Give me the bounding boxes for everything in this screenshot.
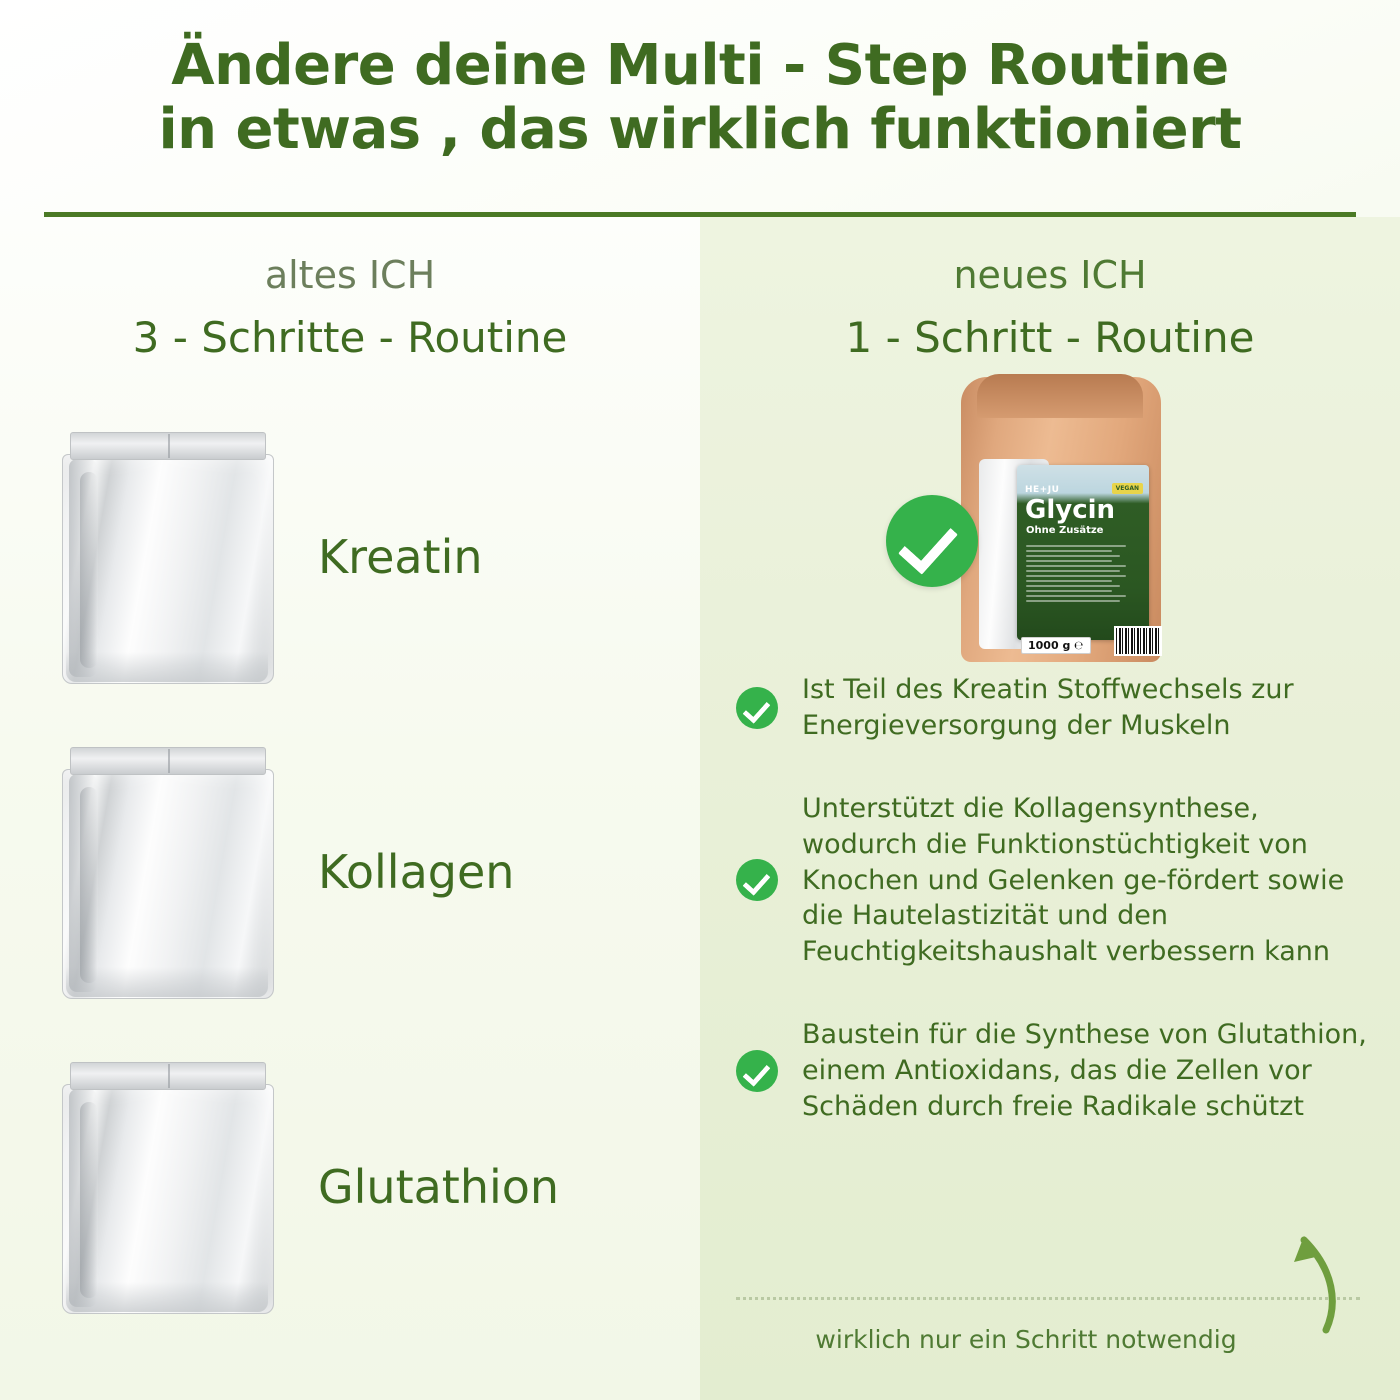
list-item xyxy=(736,1017,1376,1124)
headline-line-2: in etwas , das wirklich funktioniert xyxy=(158,96,1242,162)
headline-line-1: Ändere deine Multi - Step Routine xyxy=(171,33,1229,98)
footer-note: wirklich nur ein Schritt notwendig xyxy=(815,1325,1237,1354)
product-label xyxy=(1017,465,1149,640)
product-name: Glycin xyxy=(1025,495,1116,525)
vegan-badge: VEGAN xyxy=(1112,483,1143,494)
brand-name: HE+JU xyxy=(1025,485,1060,495)
old-routine-subtitle: altes ICH xyxy=(264,253,436,297)
new-routine-panel xyxy=(700,217,1400,1400)
product-tagline: Ohne Zusätze xyxy=(1026,525,1104,536)
check-icon xyxy=(736,1050,778,1092)
page-title xyxy=(40,34,1360,162)
list-item xyxy=(0,722,700,1022)
check-icon xyxy=(736,687,778,729)
check-icon xyxy=(736,859,778,901)
pouch-icon xyxy=(62,747,272,997)
new-routine-subtitle: neues ICH xyxy=(953,253,1147,297)
old-routine-title: 3 - Schritte - Routine xyxy=(132,313,568,362)
new-routine-title: 1 - Schritt - Routine xyxy=(845,313,1255,362)
old-routine-panel xyxy=(0,217,700,1400)
curved-arrow-icon xyxy=(1264,1218,1344,1338)
pouch-icon xyxy=(62,432,272,682)
barcode-icon xyxy=(1114,626,1162,656)
list-item xyxy=(736,672,1376,743)
benefit-list xyxy=(736,672,1376,1172)
list-item xyxy=(0,1037,700,1337)
list-item xyxy=(736,791,1376,969)
list-item xyxy=(0,407,700,707)
benefit-text: Baustein für die Synthese von Glutathion, einem Antioxidans, das die Zellen vor Schäden durch freie Radikale schützt xyxy=(802,1019,1367,1122)
benefit-text: Ist Teil des Kreatin Stoffwechsels zur Energieversorgung der Muskeln xyxy=(802,674,1294,741)
list-item-label: Kreatin xyxy=(318,530,483,584)
check-circle-icon xyxy=(886,495,978,587)
benefit-text: Unterstützt die Kollagensynthese, wodurch die Funktionstüchtigkeit von Knochen und Gelenken ge-fördert sowie die Hautelastizität und den Feuchtigkeitshaushalt verbessern kann xyxy=(802,793,1345,967)
pouch-icon xyxy=(62,1062,272,1312)
list-item-label: Kollagen xyxy=(318,845,515,899)
product-image xyxy=(955,377,1170,662)
list-item-label: Glutathion xyxy=(318,1160,560,1214)
product-weight: 1000 g ℮ xyxy=(1021,637,1091,654)
label-text-lines xyxy=(1026,545,1126,605)
